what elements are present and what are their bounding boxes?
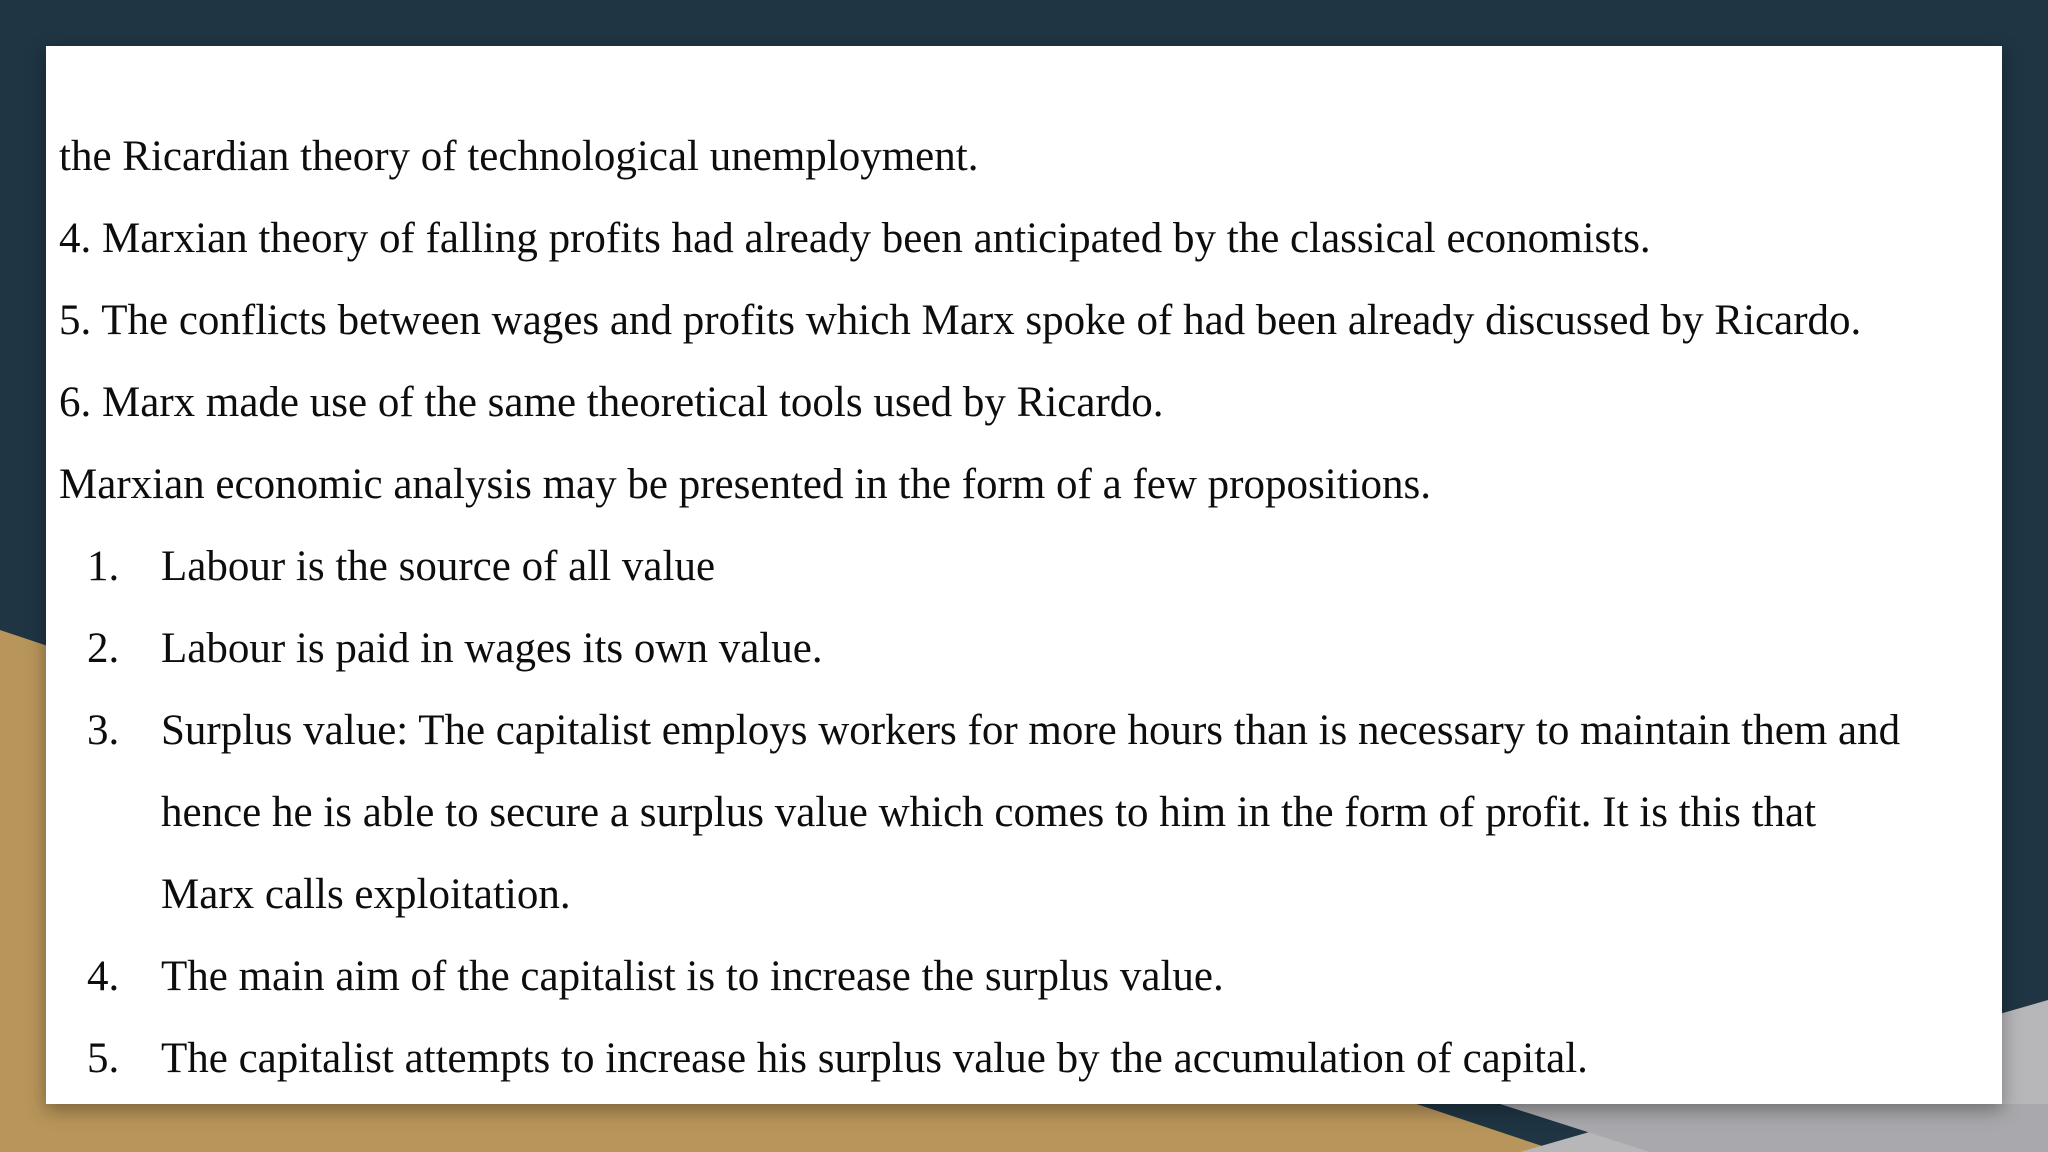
text-line-1: the Ricardian theory of technological unemployment. bbox=[59, 133, 979, 180]
proposition-text bbox=[161, 526, 2002, 608]
proposition-line: Surplus value: The capitalist employs workers for more hours than is necessary to maintain them and bbox=[161, 707, 1901, 754]
text-line-2: 4. Marxian theory of falling profits had already been anticipated by the classical economists. bbox=[59, 215, 1651, 262]
proposition-number: 3. bbox=[87, 707, 120, 754]
proposition-number: 4. bbox=[87, 953, 120, 1000]
slide-content bbox=[59, 116, 2002, 1100]
proposition-1 bbox=[59, 526, 2002, 608]
proposition-4 bbox=[59, 936, 2002, 1018]
proposition-3 bbox=[59, 690, 2002, 936]
proposition-number: 1. bbox=[87, 543, 120, 590]
proposition-number: 2. bbox=[87, 625, 120, 672]
proposition-line: The capitalist attempts to increase his surplus value by the accumulation of capital. bbox=[161, 1035, 1588, 1082]
proposition-number: 5. bbox=[87, 1035, 120, 1082]
proposition-text bbox=[161, 608, 2002, 690]
text-line-3: 5. The conflicts between wages and profits which Marx spoke of had been already discussed by Ricardo. bbox=[59, 297, 1862, 344]
proposition-text bbox=[161, 936, 2002, 1018]
proposition-5 bbox=[59, 1018, 2002, 1100]
proposition-line: Marx calls exploitation. bbox=[161, 871, 571, 918]
proposition-text bbox=[161, 1018, 2002, 1100]
slide-card bbox=[46, 46, 2002, 1104]
proposition-line: The main aim of the capitalist is to increase the surplus value. bbox=[161, 953, 1224, 1000]
text-line-4: 6. Marx made use of the same theoretical tools used by Ricardo. bbox=[59, 379, 1164, 426]
text-line-5: Marxian economic analysis may be presented in the form of a few propositions. bbox=[59, 461, 1432, 508]
proposition-line: hence he is able to secure a surplus value which comes to him in the form of profit. It is this that bbox=[161, 789, 1817, 836]
proposition-2 bbox=[59, 608, 2002, 690]
proposition-line: Labour is the source of all value bbox=[161, 543, 716, 590]
proposition-line: Labour is paid in wages its own value. bbox=[161, 625, 823, 672]
proposition-text bbox=[161, 690, 2002, 936]
